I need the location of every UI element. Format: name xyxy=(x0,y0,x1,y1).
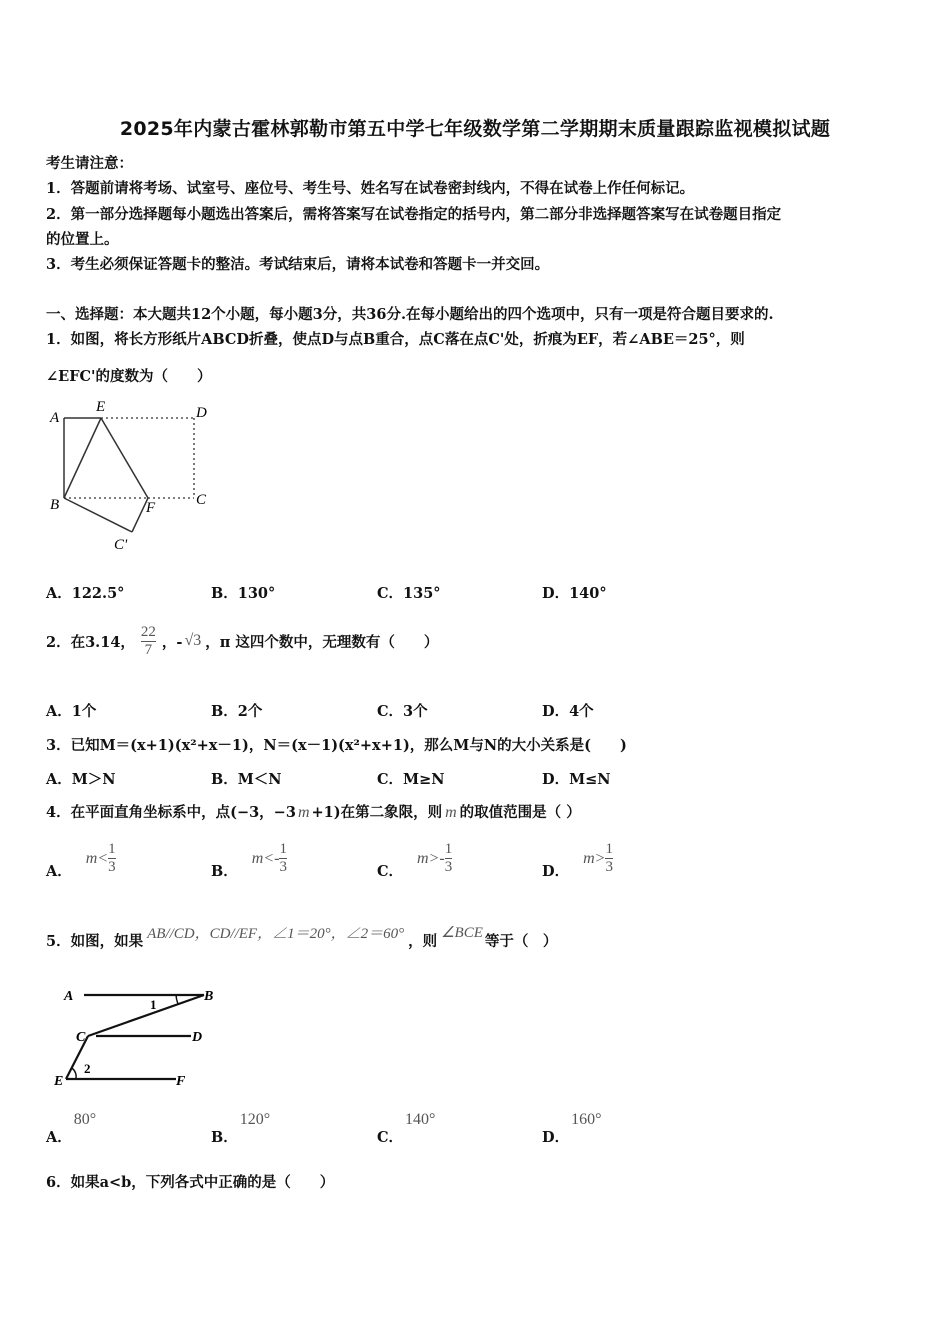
fig-label: F xyxy=(146,500,156,516)
fig-label: C xyxy=(196,492,207,508)
fig-label: A xyxy=(50,410,60,426)
q5-option-a: A．80° xyxy=(46,1111,97,1146)
fig-label: C' xyxy=(114,537,128,553)
q4-option-a: A． m< $\frac{1}{3}$ xyxy=(46,841,116,880)
section-heading: 一、选择题：本大题共12个小题，每小题3分，共36分.在每小题给出的四个选项中，只有一项是符合题目要求的. xyxy=(46,306,774,323)
q5-option-c: C．140° xyxy=(377,1111,436,1146)
fig-label: F xyxy=(176,1074,186,1089)
q5-option-d: D．160° xyxy=(542,1111,602,1146)
fig-label: D xyxy=(192,1030,203,1045)
q5-stem: 5．如图，如果 AB//CD，CD//EF，∠1＝20°，∠2＝60° ，则 ∠BCE 等于（ ） xyxy=(46,924,558,950)
fig-label: 2 xyxy=(84,1061,91,1076)
q3-option-a: A．M＞N xyxy=(46,771,116,788)
q3-option-d: D．M≤N xyxy=(542,771,611,788)
q1-figure xyxy=(46,398,226,558)
q1-stem-cont: ∠EFC'的度数为（ ） xyxy=(46,368,212,385)
notice-item: 3．考生必须保证答题卡的整洁。考试结束后，请将本试卷和答题卡一并交回。 xyxy=(46,256,550,273)
q1-option-c: C．135° xyxy=(377,585,441,602)
fig-label: 1 xyxy=(150,997,157,1012)
q2-option-b: B．2个 xyxy=(211,703,263,720)
notice-heading: 考生请注意： xyxy=(46,155,133,172)
notice-item: 1．答题前请将考场、试室号、座位号、考生号、姓名写在试卷密封线内，不得在试卷上作任何标记。 xyxy=(46,180,695,197)
fig-label: B xyxy=(50,497,60,513)
page-title: 2025年内蒙古霍林郭勒市第五中学七年级数学第二学期期末质量跟踪监视模拟试题 xyxy=(119,118,831,140)
q5-figure xyxy=(46,980,236,1090)
fig-label: B xyxy=(204,989,214,1004)
q2-option-d: D．4个 xyxy=(542,703,594,720)
notice-item: 的位置上。 xyxy=(46,231,119,248)
fig-label: C xyxy=(76,1030,86,1045)
q4-option-c: C． m>- $\frac{1}{3}$ xyxy=(377,841,453,880)
q4-option-d: D． m> $\frac{1}{3}$ xyxy=(542,841,613,880)
q2-option-a: A．1个 xyxy=(46,703,97,720)
q2-option-c: C．3个 xyxy=(377,703,428,720)
q3-option-c: C．M≥N xyxy=(377,771,445,788)
q4-stem: 4．在平面直角坐标系中，点(−3，−3 m +1)在第二象限，则 m 的取值范围是（ ） xyxy=(46,804,581,821)
q2-fraction: $\frac{22}{7}$ xyxy=(140,623,156,658)
notice-item: 2．第一部分选择题每小题选出答案后，需将答案写在试卷指定的括号内，第二部分非选择题答案写在试卷题目指定 xyxy=(46,206,782,223)
fig-label: E xyxy=(54,1074,64,1089)
q1-option-b: B．130° xyxy=(211,585,276,602)
q1-option-d: D．140° xyxy=(542,585,607,602)
q5-option-b: B．120° xyxy=(211,1111,271,1146)
q1-stem: 1．如图，将长方形纸片ABCD折叠，使点D与点B重合，点C落在点C'处，折痕为EF，若∠ABE＝25°，则 xyxy=(46,331,745,348)
q6-stem: 6．如果a<b，下列各式中正确的是（ ） xyxy=(46,1174,335,1191)
q2-stem: 2．在3.14， $\frac{22}{7}$ ，- √3 ，π 这四个数中，无理数有（ ） xyxy=(46,623,439,658)
fig-label: D xyxy=(196,405,207,421)
q4-option-b: B． m<- $\frac{1}{3}$ xyxy=(211,841,287,880)
q1-option-a: A．122.5° xyxy=(46,585,125,602)
q3-option-b: B．M＜N xyxy=(211,771,282,788)
fig-label: E xyxy=(96,399,106,415)
q3-stem: 3．已知M＝(x+1)(x²+x－1)，N＝(x－1)(x²+x+1)，那么M与N的大小关系是( ) xyxy=(46,737,627,754)
fig-label: A xyxy=(64,989,74,1004)
